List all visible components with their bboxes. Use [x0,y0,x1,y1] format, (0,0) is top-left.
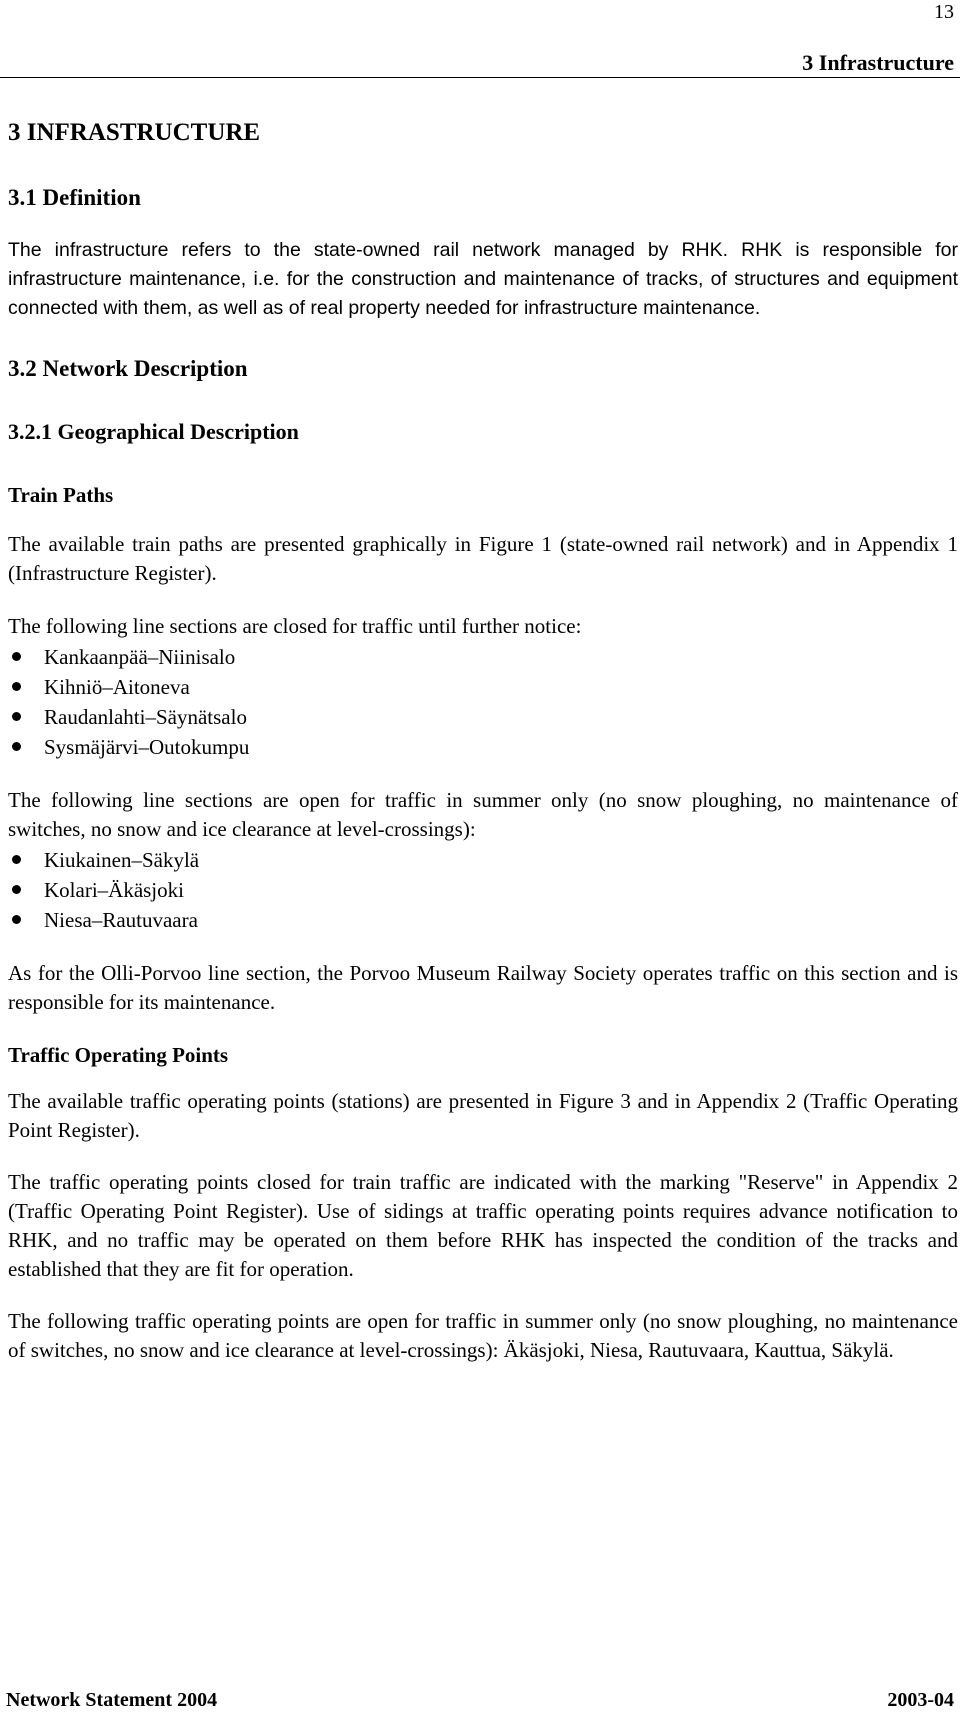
closed-sections-list [8,642,958,762]
summer-sections-list [8,845,958,935]
heading-train-paths: Train Paths [8,483,114,507]
closed-sections-intro: The following line sections are closed for traffic until further notice: [8,614,582,638]
heading-traffic-operating-points: Traffic Operating Points [8,1043,229,1067]
chapter-title: 3 INFRASTRUCTURE [8,119,261,146]
footer-date: 2003-04 [887,1689,954,1711]
definition-paragraph: The infrastructure refers to the state-owned rail network managed by RHK. RHK is responsible for infrastructure maintenance, i.e. for the construction and maintenance of tracks, of structures and equipment connected with them, as well as of real property needed for infrastructure maintenance. [8,239,958,319]
section-heading-definition: 3.1 Definition [8,185,141,210]
summer-sections-intro: The following line sections are open for traffic in summer only (no snow ploughing, no maintenance of switches, no snow and ice clearance at level-crossings): [8,788,958,841]
document-body [8,118,958,1365]
list-item: Kolari–Äkäsjoki [8,875,958,905]
list-item: Kihniö–Aitoneva [8,672,958,702]
train-paths-intro: The available train paths are presented graphically in Figure 1 (state-owned rail network) and in Appendix 1 (Infrastructure Register). [8,532,958,585]
running-header: 3 Infrastructure [802,50,954,75]
footer-document-title: Network Statement 2004 [6,1689,218,1711]
list-item: Kiukainen–Säkylä [8,845,958,875]
list-item: Niesa–Rautuvaara [8,905,958,935]
header-divider [0,77,960,78]
traffic-points-paragraph-3: The following traffic operating points are open for traffic in summer only (no snow ploughing, no maintenance of switches, no snow and ice clearance at level-crossings): Äkäsjoki, Niesa, Rautuvaara, Kauttua, Säkylä. [8,1309,958,1362]
olli-porvoo-paragraph: As for the Olli-Porvoo line section, the Porvoo Museum Railway Society operates traffic on this section and is responsible for its maintenance. [8,961,958,1014]
list-item: Kankaanpää–Niinisalo [8,642,958,672]
subsection-heading-geographical-description: 3.2.1 Geographical Description [8,419,299,444]
list-item: Raudanlahti–Säynätsalo [8,702,958,732]
list-item: Sysmäjärvi–Outokumpu [8,732,958,762]
traffic-points-paragraph-1: The available traffic operating points (stations) are presented in Figure 3 and in Appendix 2 (Traffic Operating Point Register). [8,1089,958,1142]
traffic-points-paragraph-2: The traffic operating points closed for train traffic are indicated with the marking "Reserve" in Appendix 2 (Traffic Operating Point Register). Use of sidings at traffic operating points requires advance notification to RHK, and no traffic may be operated on them before RHK has inspected the condition of the tracks and established that they are fit for operation. [8,1170,958,1281]
section-heading-network-description: 3.2 Network Description [8,356,248,381]
page-number: 13 [934,1,954,23]
